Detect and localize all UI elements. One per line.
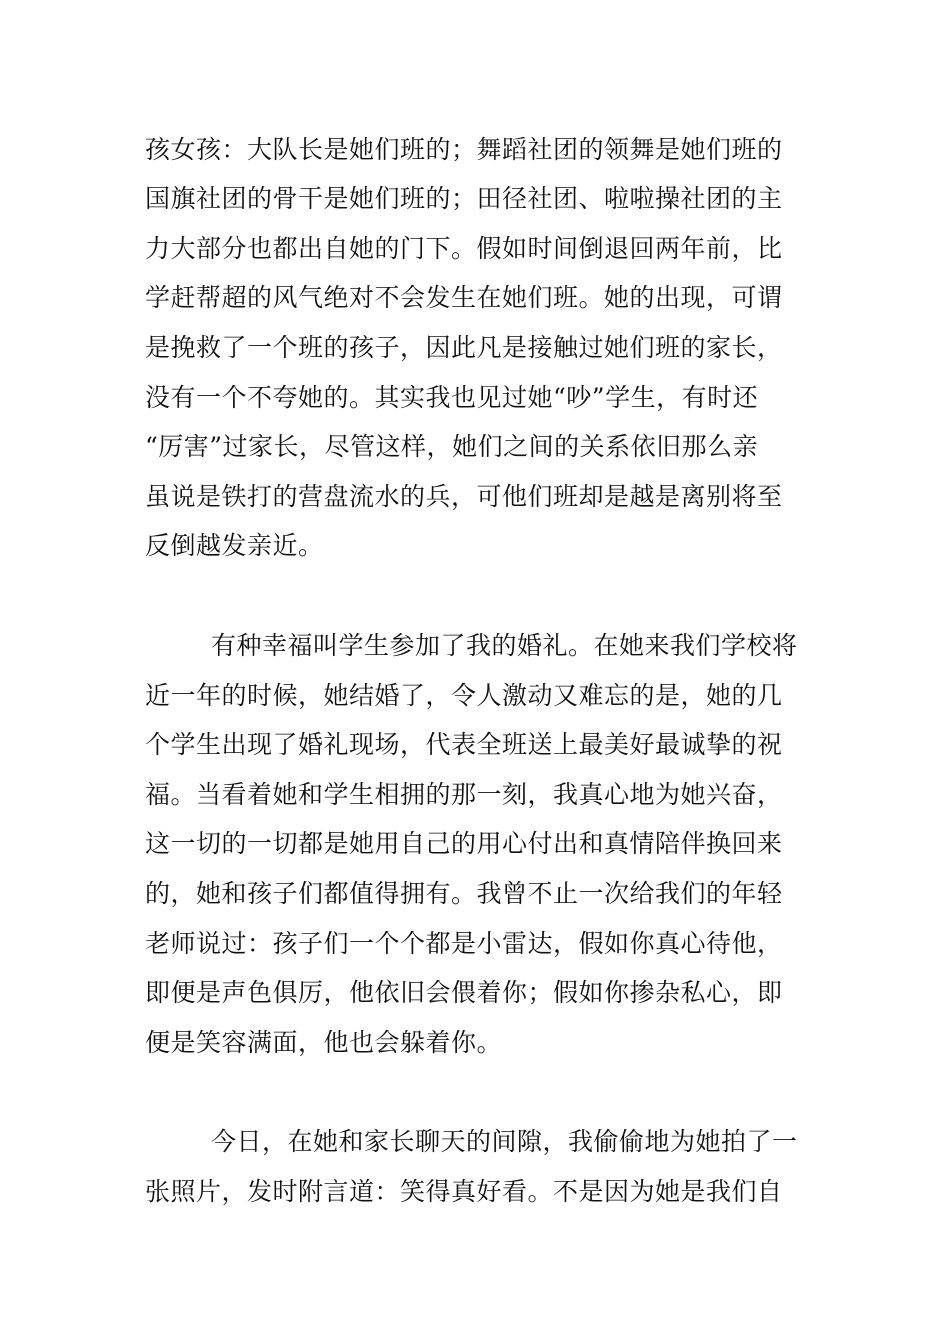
text-line: 没有一个不夸她的。其实我也见过她“吵”学生，有时还 [145, 383, 759, 412]
text-line: 有种幸福叫学生参加了我的婚礼。在她来我们学校将 [211, 631, 798, 660]
text-line: 的，她和孩子们都值得拥有。我曾不止一次给我们的年轻 [145, 879, 783, 908]
text-line: 国旗社团的骨干是她们班的；田径社团、啦啦操社团的主 [145, 184, 783, 213]
text-line: 反倒越发亲近。 [145, 531, 324, 560]
text-line: 是挽救了一个班的孩子，因此凡是接触过她们班的家长， [145, 333, 783, 362]
text-line: 学赶帮超的风气绝对不会发生在她们班。她的出现，可谓 [145, 283, 783, 312]
text-line: 老师说过：孩子们一个个都是小雷达，假如你真心待他， [145, 929, 783, 958]
text-line: 今日，在她和家长聊天的间隙，我偷偷地为她拍了一 [211, 1127, 798, 1156]
text-line: 张照片，发时附言道：笑得真好看。不是因为她是我们自 [145, 1177, 783, 1206]
text-line: 孩女孩：大队长是她们班的；舞蹈社团的领舞是她们班的 [145, 135, 783, 164]
text-line: 力大部分也都出自她的门下。假如时间倒退回两年前，比 [145, 234, 783, 263]
text-line: 即便是声色俱厉，他依旧会偎着你；假如你掺杂私心，即 [145, 978, 783, 1007]
text-line: 个学生出现了婚礼现场，代表全班送上最美好最诚挚的祝 [145, 730, 783, 759]
text-line: “厉害”过家长，尽管这样，她们之间的关系依旧那么亲 [145, 432, 759, 461]
text-line: 近一年的时候，她结婚了，令人激动又难忘的是，她的几 [145, 681, 783, 710]
text-line: 虽说是铁打的营盘流水的兵，可他们班却是越是离别将至 [145, 482, 783, 511]
text-line: 福。当看着她和学生相拥的那一刻，我真心地为她兴奋， [145, 780, 783, 809]
text-line: 这一切的一切都是她用自己的用心付出和真情陪伴换回来 [145, 829, 783, 858]
text-line: 便是笑容满面，他也会躲着你。 [145, 1028, 503, 1057]
